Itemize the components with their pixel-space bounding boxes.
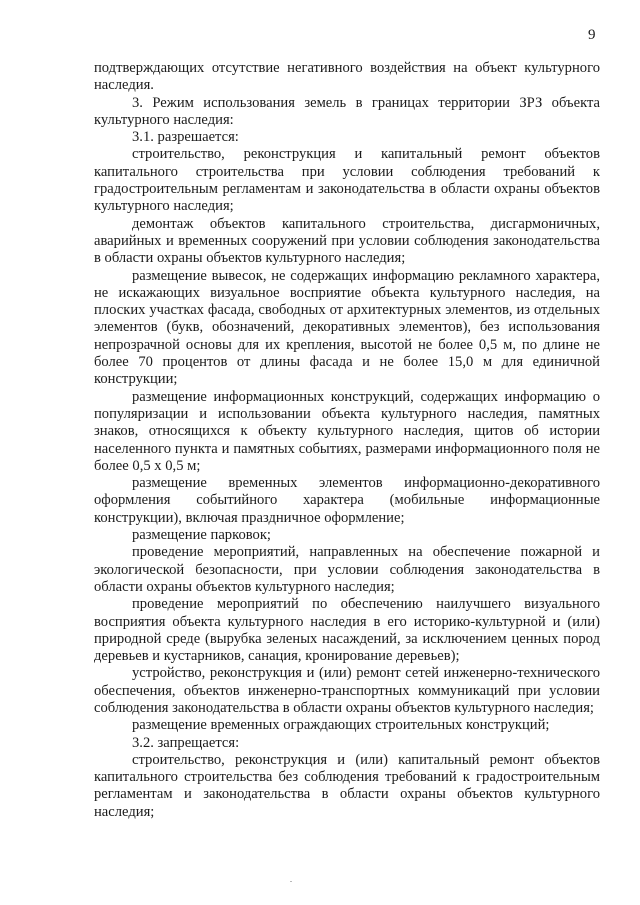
paragraph-allowed-parking: размещение парковок; [132, 527, 271, 544]
paragraph-allowed-temporary-fences: размещение временных ограждающих строительных конструкций; [132, 717, 550, 734]
document-body [94, 60, 600, 821]
paragraph-allowed-demolition: демонтаж объектов капитального строительства, дисгармоничных, аварийных и временных сооружений при условии соблюдения законодательства в области охраны объектов культурного наследия; [94, 215, 600, 267]
paragraph-subsection-3-1: 3.1. разрешается: [132, 129, 239, 146]
paragraph-prohibited-construction: строительство, реконструкция и (или) капитальный ремонт объектов капитального строительства без соблюдения требований к градостроительным регламентам и законодательства в области охраны объектов культурного наследия; [94, 751, 600, 820]
page-number: 9 [588, 27, 596, 43]
paragraph-subsection-3-2: 3.2. запрещается: [132, 734, 240, 751]
scan-speck [290, 881, 292, 882]
paragraph-allowed-visual-perception: проведение мероприятий по обеспечению наилучшего визуального восприятия объекта культурного наследия в его историко-культурной и (или) природной среде (вырубка зеленых насаждений, за исключением ценных пород деревьев и кустарников, санация, кронирование деревьев); [94, 596, 600, 665]
paragraph-section-3-heading: 3. Режим использования земель в границах территории ЗРЗ объекта культурного наследия: [94, 94, 600, 128]
paragraph-continuation: подтверждающих отсутствие негативного воздействия на объект культурного наследия. [94, 60, 600, 94]
paragraph-allowed-signage: размещение вывесок, не содержащих информацию рекламного характера, не искажающих визуальное восприятие объекта культурного наследия, на плоских участках фасада, свободных от архитектурных элементов, из отдельных элементов (букв, обозначений, декоративных элементов), без использования непрозрачной основы для их крепления, высотой не более 0,5 м, по длине не более 70 процентов от длины фасада и не более 15,0 м для единичной конструкции; [94, 267, 600, 388]
paragraph-allowed-info-structures: размещение информационных конструкций, содержащих информацию о популяризации и использовании объекта культурного наследия, памятных знаков, относящихся к объекту культурного наследия, щитов об истории населенного пункта и памятных событиях, размерами информационного поля не более 0,5 х 0,5 м; [94, 388, 600, 474]
paragraph-allowed-fire-safety: проведение мероприятий, направленных на обеспечение пожарной и экологической безопасности, при условии соблюдения законодательства в области охраны объектов культурного наследия; [94, 544, 600, 595]
paragraph-allowed-construction: строительство, реконструкция и капитальный ремонт объектов капитального строительства при условии соблюдения требований к градостроительным регламентам и законодательства в области охраны объектов культурного наследия; [94, 146, 600, 215]
paragraph-allowed-temporary-decor: размещение временных элементов информационно-декоративного оформления событийного характера (мобильные информационные конструкции), включая праздничное оформление; [94, 475, 600, 526]
paragraph-allowed-engineering-networks: устройство, реконструкция и (или) ремонт сетей инженерно-технического обеспечения, объектов инженерно-транспортных коммуникаций при условии соблюдения законодательства в области охраны объектов культурного наследия; [94, 665, 600, 716]
